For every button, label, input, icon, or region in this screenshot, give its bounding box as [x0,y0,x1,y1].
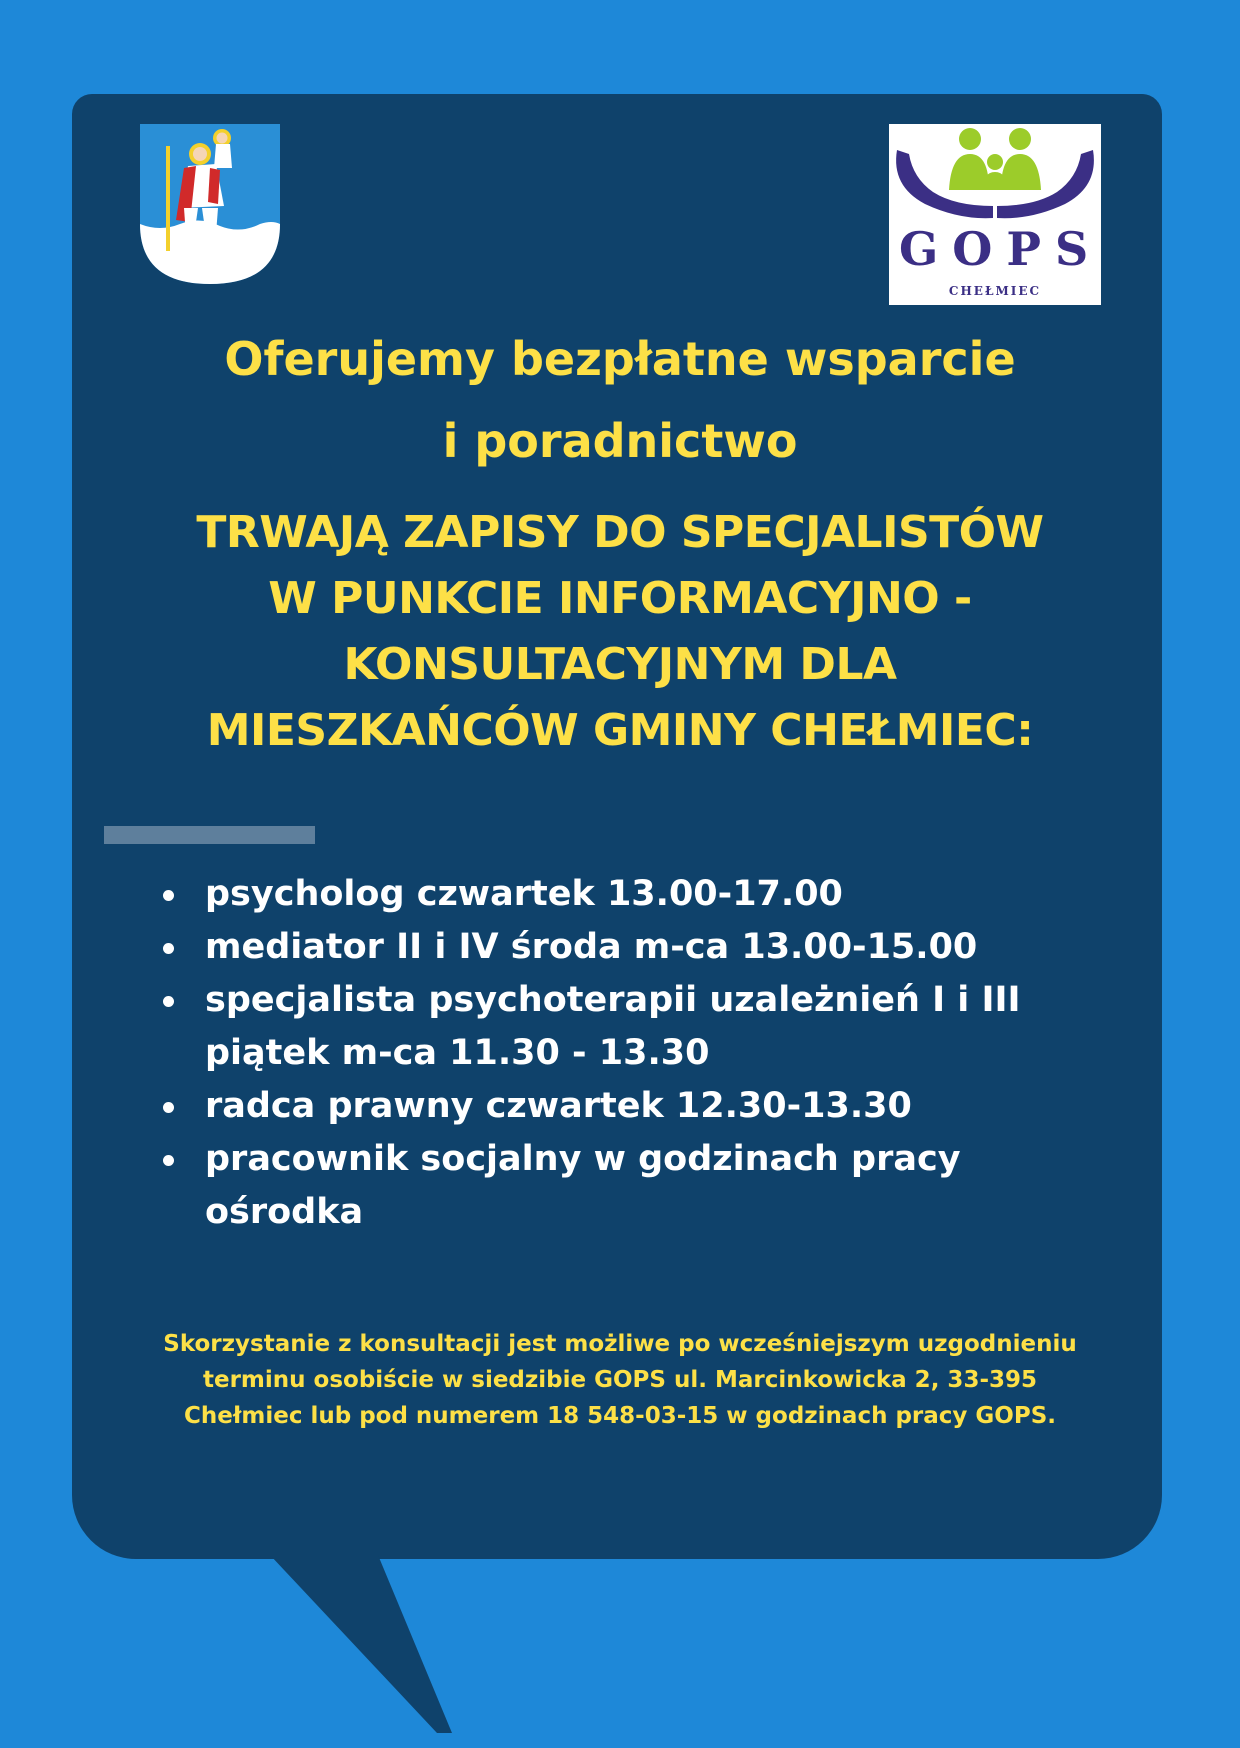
registration-heading-line: KONSULTACYJNYM DLA [343,639,897,690]
service-line: mediator II i IV środa m-ca 13.00-15.00 [205,927,978,967]
gops-logo-subtext: CHEŁMIEC [948,284,1042,298]
coat-of-arms-icon [140,124,280,284]
service-line: pracownik socjalny w godzinach pracy [205,1139,961,1179]
list-item [155,1080,1055,1133]
gops-logo [889,124,1101,305]
registration-heading-line: TRWAJĄ ZAPISY DO SPECJALISTÓW [196,507,1044,558]
services-list [155,868,1055,1239]
headline-line-2: i poradnictwo [442,414,798,468]
service-line: specjalista psychoterapii uzależnień I i III [205,980,1021,1020]
consultation-note-line: terminu osobiście w siedzibie GOPS ul. Marcinkowicka 2, 33-395 [203,1367,1037,1393]
registration-heading [100,500,1140,764]
service-line-continued: ośrodka [205,1192,364,1232]
gops-family-hands-icon [889,124,1101,224]
consultation-note [120,1326,1120,1434]
list-item [155,868,1055,921]
headline-line-1: Oferujemy bezpłatne wsparcie [224,332,1016,386]
consultation-note-line: Skorzystanie z konsultacji jest możliwe po wcześniejszym uzgodnieniu [163,1331,1077,1357]
headline [100,318,1140,482]
service-line: psycholog czwartek 13.00-17.00 [205,874,843,914]
decorative-divider-bar [104,826,315,844]
list-item [155,974,1055,1080]
list-item [155,1133,1055,1239]
gops-logo-text: GOPS [899,222,1103,276]
service-line: radca prawny czwartek 12.30-13.30 [205,1086,912,1126]
registration-heading-line: W PUNKCIE INFORMACYJNO - [268,573,972,624]
list-item [155,921,1055,974]
registration-heading-line: MIESZKAŃCÓW GMINY CHEŁMIEC: [206,705,1034,756]
consultation-note-line: Chełmiec lub pod numerem 18 548-03-15 w godzinach pracy GOPS. [183,1403,1057,1429]
service-line-continued: piątek m-ca 11.30 - 13.30 [205,1033,710,1073]
